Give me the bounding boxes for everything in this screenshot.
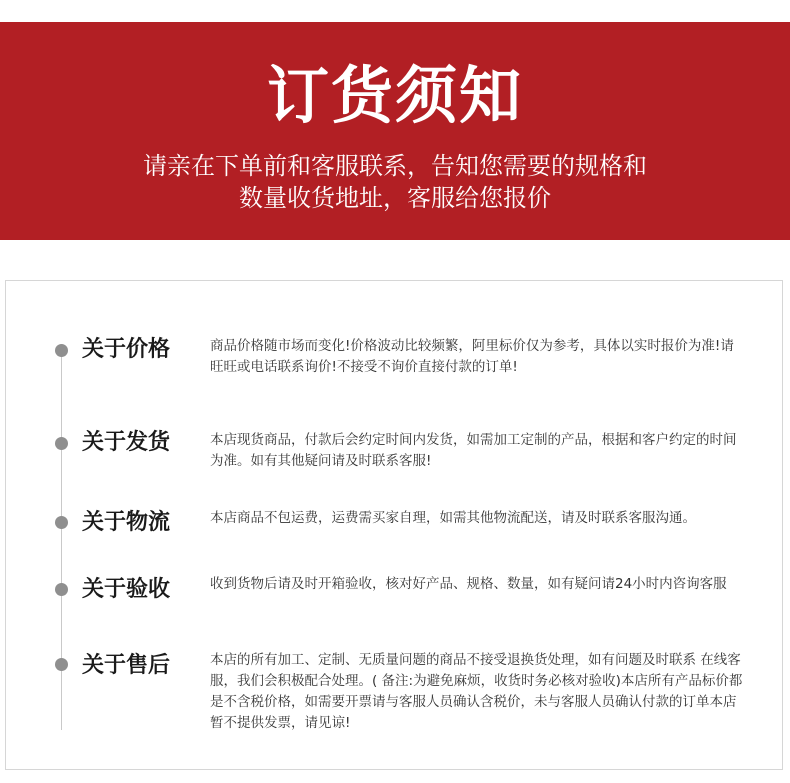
bullet-dot-icon — [55, 583, 68, 596]
notice-text: 本店现货商品，付款后会约定时间内发货，如需加工定制的产品，根据和客户约定的时间为准。如有其他疑问请及时联系客服! — [210, 432, 737, 469]
notice-text: 商品价格随市场而变化!价格波动比较频繁，阿里标价仅为参考，具体以实时报价为准!请旺旺或电话联系询价!不接受不询价直接付款的订单! — [210, 338, 734, 375]
notice-text: 本店商品不包运费，运费需买家自理，如需其他物流配送，请及时联系客服沟通。 — [210, 510, 696, 526]
notice-text: 收到货物后请及时开箱验收，核对好产品、规格、数量，如有疑问请24小时内咨询客服 — [210, 576, 727, 592]
notice-title: 关于验收 — [82, 577, 171, 602]
bullet-dot-icon — [55, 516, 68, 529]
notice-title: 关于售后 — [82, 653, 171, 678]
notice-title: 关于价格 — [82, 337, 171, 362]
header-banner — [0, 22, 790, 240]
banner-subtitle-line-2: 数量收货地址，客服给您报价 — [239, 184, 551, 212]
notice-title: 关于物流 — [82, 510, 171, 535]
banner-subtitle-line-1: 请亲在下单前和客服联系，告知您需要的规格和 — [143, 152, 647, 180]
bullet-dot-icon — [55, 344, 68, 357]
bullet-dot-icon — [55, 437, 68, 450]
page-title: 订货须知 — [266, 59, 523, 132]
bullet-dot-icon — [55, 658, 68, 671]
banner-subtitle — [0, 150, 790, 214]
timeline-line — [61, 350, 62, 730]
notice-title: 关于发货 — [82, 430, 171, 455]
notice-text: 本店的所有加工、定制、无质量问题的商品不接受退换货处理，如有问题及时联系 在线客服，我们会积极配合处理。( 备注:为避免麻烦，收货时务必核对验收)本店所有产品标价都是不含税价格，如需要开票请与客服人员确认含税价，未与客服人员确认付款的订单本店暂不提供发票，请见谅! — [210, 652, 743, 731]
